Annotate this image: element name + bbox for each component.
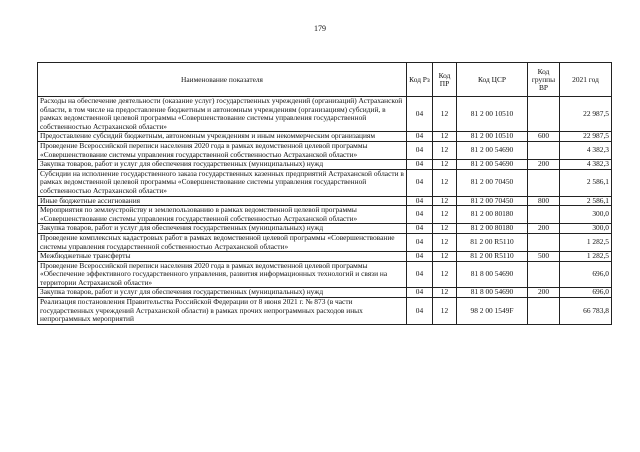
row-amount: 22 987,5: [560, 97, 612, 132]
row-vr: 200: [528, 224, 560, 234]
table-row: [38, 169, 612, 196]
row-amount: 4 382,3: [560, 160, 612, 170]
row-csr: 81 2 00 R5110: [457, 252, 528, 262]
row-csr: 81 2 00 80180: [457, 224, 528, 234]
row-csr: 81 2 00 R5110: [457, 233, 528, 251]
row-pr: 12: [433, 233, 457, 251]
row-pr: 12: [433, 206, 457, 224]
row-name: Закупка товаров, работ и услуг для обеспечения государственных (муниципальных) нужд: [38, 224, 407, 234]
row-csr: 81 2 00 10510: [457, 132, 528, 142]
row-rz: 04: [407, 206, 433, 224]
row-pr: 12: [433, 132, 457, 142]
row-vr: 200: [528, 160, 560, 170]
row-rz: 04: [407, 224, 433, 234]
row-vr: 500: [528, 252, 560, 262]
row-amount: 2 586,1: [560, 196, 612, 206]
row-pr: 12: [433, 288, 457, 298]
row-name: Проведение комплексных кадастровых работ в рамках ведомственной целевой программы «Совершенствование системы управления государственной собственностью Астраханской области»: [38, 233, 407, 251]
table-row: [38, 298, 612, 325]
row-vr: [528, 261, 560, 288]
row-name: Мероприятия по землеустройству и землепользованию в рамках ведомственной целевой программы «Совершенствование системы управления государственной собственностью Астраханской области»: [38, 206, 407, 224]
row-pr: 12: [433, 97, 457, 132]
row-csr: 81 2 00 54690: [457, 160, 528, 170]
table-row: [38, 252, 612, 262]
header-csr: Код ЦСР: [457, 63, 528, 97]
row-amount: 300,0: [560, 224, 612, 234]
row-csr: 81 8 00 54690: [457, 261, 528, 288]
row-vr: [528, 141, 560, 159]
row-name: Иные бюджетные ассигнования: [38, 196, 407, 206]
row-rz: 04: [407, 252, 433, 262]
row-vr: [528, 298, 560, 325]
row-amount: 1 282,5: [560, 252, 612, 262]
row-rz: 04: [407, 298, 433, 325]
row-name: Расходы на обеспечение деятельности (оказание услуг) государственных учреждений (организаций) Астраханской области, в том числе на предоставление бюджетным и автономным учреждениям (организациям) субсидий, в рамках ведомственной целевой программы «Совершенствование системы управления государственной собственностью Астраханской области»: [38, 97, 407, 132]
row-vr: 800: [528, 196, 560, 206]
header-vr: Код группы ВР: [528, 63, 560, 97]
row-amount: 66 783,8: [560, 298, 612, 325]
header-pr: Код ПР: [433, 63, 457, 97]
row-amount: 300,0: [560, 206, 612, 224]
row-csr: 81 2 00 70450: [457, 169, 528, 196]
row-rz: 04: [407, 169, 433, 196]
row-pr: 12: [433, 196, 457, 206]
row-rz: 04: [407, 196, 433, 206]
row-amount: 2 586,1: [560, 169, 612, 196]
row-name: Закупка товаров, работ и услуг для обеспечения государственных (муниципальных) нужд: [38, 288, 407, 298]
row-csr: 81 2 00 80180: [457, 206, 528, 224]
table-row: [38, 160, 612, 170]
table-header: [38, 63, 612, 97]
row-csr: 81 2 00 54690: [457, 141, 528, 159]
row-name: Закупка товаров, работ и услуг для обеспечения государственных (муниципальных) нужд: [38, 160, 407, 170]
row-rz: 04: [407, 288, 433, 298]
row-vr: 600: [528, 132, 560, 142]
table-row: [38, 233, 612, 251]
row-pr: 12: [433, 224, 457, 234]
row-amount: 696,0: [560, 261, 612, 288]
row-pr: 12: [433, 252, 457, 262]
row-vr: [528, 233, 560, 251]
row-rz: 04: [407, 233, 433, 251]
row-rz: 04: [407, 141, 433, 159]
row-pr: 12: [433, 261, 457, 288]
row-csr: 98 2 00 1549F: [457, 298, 528, 325]
row-name: Проведение Всероссийской переписи населения 2020 года в рамках ведомственной целевой программы «Совершенствование системы управления государственной собственностью Астраханской области»: [38, 141, 407, 159]
row-name: Реализация постановления Правительства Российской Федерации от 8 июня 2021 г. № 873 (в части государственных учреждений Астраханской области) в рамках прочих непрограммных расходов иных непрограммных мероприятий: [38, 298, 407, 325]
row-pr: 12: [433, 141, 457, 159]
table-body: [38, 97, 612, 325]
row-amount: 4 382,3: [560, 141, 612, 159]
row-vr: [528, 97, 560, 132]
header-year: 2021 год: [560, 63, 612, 97]
budget-table: [37, 62, 612, 325]
header-name: Наименование показателя: [38, 63, 407, 97]
row-amount: 22 987,5: [560, 132, 612, 142]
row-pr: 12: [433, 298, 457, 325]
row-name: Субсидии на исполнение государственного заказа государственных казенных предприятий Астраханской области в рамках ведомственной целевой программы «Совершенствование системы управления государственной собственностью Астраханской области»: [38, 169, 407, 196]
row-rz: 04: [407, 160, 433, 170]
row-name: Предоставление субсидий бюджетным, автономным учреждениям и иным некоммерческим организациям: [38, 132, 407, 142]
page-number: 179: [314, 24, 326, 33]
row-pr: 12: [433, 160, 457, 170]
row-vr: [528, 206, 560, 224]
row-name: Проведение Всероссийской переписи населения 2020 года в рамках ведомственной целевой программы «Обеспечение эффективного государственного управления, развития информационных технологий и связи на территории Астраханской области»: [38, 261, 407, 288]
row-csr: 81 2 00 70450: [457, 196, 528, 206]
table-row: [38, 97, 612, 132]
row-amount: 1 282,5: [560, 233, 612, 251]
row-rz: 04: [407, 132, 433, 142]
table-row: [38, 261, 612, 288]
row-csr: 81 8 00 54690: [457, 288, 528, 298]
row-rz: 04: [407, 97, 433, 132]
header-rz: Код Рз: [407, 63, 433, 97]
table-row: [38, 224, 612, 234]
row-vr: [528, 169, 560, 196]
row-vr: 200: [528, 288, 560, 298]
row-rz: 04: [407, 261, 433, 288]
table-row: [38, 141, 612, 159]
row-csr: 81 2 00 10510: [457, 97, 528, 132]
row-amount: 696,0: [560, 288, 612, 298]
row-pr: 12: [433, 169, 457, 196]
table-row: [38, 206, 612, 224]
row-name: Межбюджетные трансферты: [38, 252, 407, 262]
